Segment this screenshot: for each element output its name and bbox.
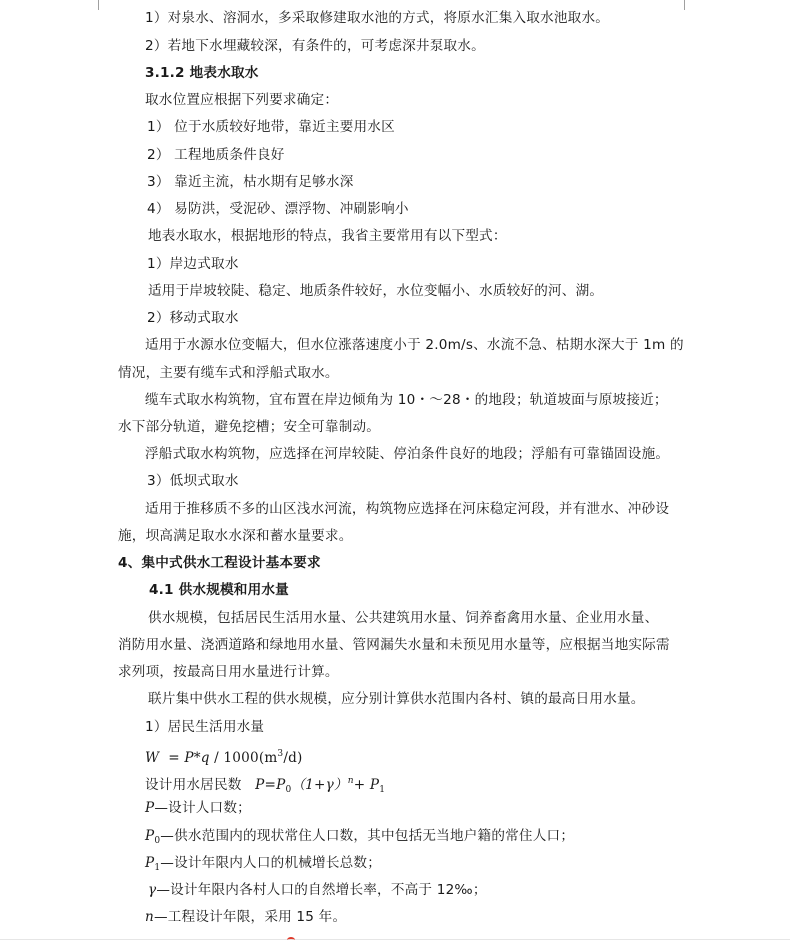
formula-superscript: n [347,776,354,786]
page-bottom-divider [0,939,790,940]
definition-text: —设计年限内人口的机械增长总数； [160,855,381,871]
text-line: 消防用水量、浇洒道路和绿地用水量、管网漏失水量和未预见用水量等，应根据当地实际需 [118,637,670,653]
formula-symbol: P [369,777,380,793]
text-line: 适用于推移质不多的山区浅水河流，构筑物应选择在河床稳定河段，并有泄水、冲砂设 [145,501,670,517]
list-item: 1） 位于水质较好地带，靠近主要用水区 [147,119,395,135]
definition-line [145,854,381,877]
list-item: 2） 工程地质条件良好 [147,147,285,163]
text-line: 联片集中供水工程的供水规模，应分别计算供水范围内各村、镇的最高日用水量。 [148,691,645,707]
text-line: 2）若地下水埋藏较深，有条件的，可考虑深井泵取水。 [145,38,485,54]
definition-line [145,908,346,926]
formula-symbol: P [255,777,265,793]
section-heading: 3.1.2 地表水取水 [145,65,259,81]
definition-text: —工程设计年限，采用 15 年。 [153,909,347,925]
formula-symbol: P [184,750,194,766]
text-line: 情况，主要有缆车式和浮船式取水。 [118,365,339,381]
formula-symbol: q [200,750,210,766]
text-line: 适用于岸坡较陡、稳定、地质条件较好，水位变幅小、水质较好的河、湖。 [148,283,604,299]
text-line: 浮船式取水构筑物，应选择在河岸较陡、停泊条件良好的地段；浮船有可靠锚固设施。 [145,446,670,462]
list-item: 1）居民生活用水量 [145,719,265,735]
formula-symbol: W [145,750,160,766]
subsection-heading: 4.1 供水规模和用水量 [149,582,289,598]
definition-symbol: P [145,800,155,816]
formula-symbol: P [276,777,286,793]
text-line: 适用于水源水位变幅大，但水位涨落速度小于 2.0m/s、水流不急、枯期水深大于 1m 的 [145,337,684,353]
definition-symbol: γ [148,882,157,898]
definition-text: —设计人口数； [154,800,251,816]
text-line: 求列项，按最高日用水量进行计算。 [118,664,339,680]
text-line: 水下部分轨道，避免挖槽；安全可靠制动。 [118,419,381,435]
definition-symbol: P [145,828,155,844]
formula-text: + [353,777,370,793]
definition-subscript: 0 [154,836,161,846]
text-line: 1）对泉水、溶洞水，多采取修建取水池的方式，将原水汇集入取水池取水。 [145,10,610,26]
text-line: 供水规模，包括居民生活用水量、公共建筑用水量、饲养畜禽用水量、企业用水量、 [148,610,659,626]
text-line: 缆车式取水构筑物，宜布置在岸边倾角为 10・～28・的地段；轨道坡面与原坡接近； [145,392,668,408]
formula-text: /d) [283,750,303,766]
definition-subscript: 1 [154,863,161,873]
section-heading: 4、集中式供水工程设计基本要求 [118,555,321,571]
definition-line [145,827,574,850]
definition-text: —设计年限内各村人口的自然增长率，不高于 12‰； [156,882,487,898]
formula-text: = [159,750,185,766]
definition-symbol: P [145,855,155,871]
formula-text: = [264,777,277,793]
formula-subscript: 0 [285,785,292,795]
definition-text: —供水范围内的现状常住人口数，其中包括无当地户籍的常住人口； [160,828,575,844]
text-line: 取水位置应根据下列要求确定： [145,92,339,108]
formula-label: 设计用水居民数 [145,777,256,793]
definition-symbol: n [145,909,154,925]
list-item: 4） 易防洪，受泥砂、漂浮物、冲刷影响小 [147,201,409,217]
formula-text: / 1000(m [209,750,278,766]
text-line: 地表水取水，根据地形的特点，我省主要常用有以下型式： [148,228,507,244]
list-item: 3） 靠近主流，枯水期有足够水深 [147,174,354,190]
list-item: 3）低坝式取水 [147,473,239,489]
formula-water-demand [145,745,303,767]
formula-design-population [145,772,385,799]
formula-subscript: 1 [379,785,386,795]
definition-line [148,881,487,899]
formula-text: * [193,750,201,766]
crop-mark-right [684,0,685,10]
crop-mark-left [98,0,99,10]
formula-superscript: 3 [277,749,284,759]
formula-text: （1+γ） [291,777,348,793]
definition-line [145,799,251,817]
text-line: 施，坝高满足取水水深和蓄水量要求。 [118,528,353,544]
list-item: 1）岸边式取水 [147,256,239,272]
red-mark [287,937,295,943]
list-item: 2）移动式取水 [147,310,239,326]
